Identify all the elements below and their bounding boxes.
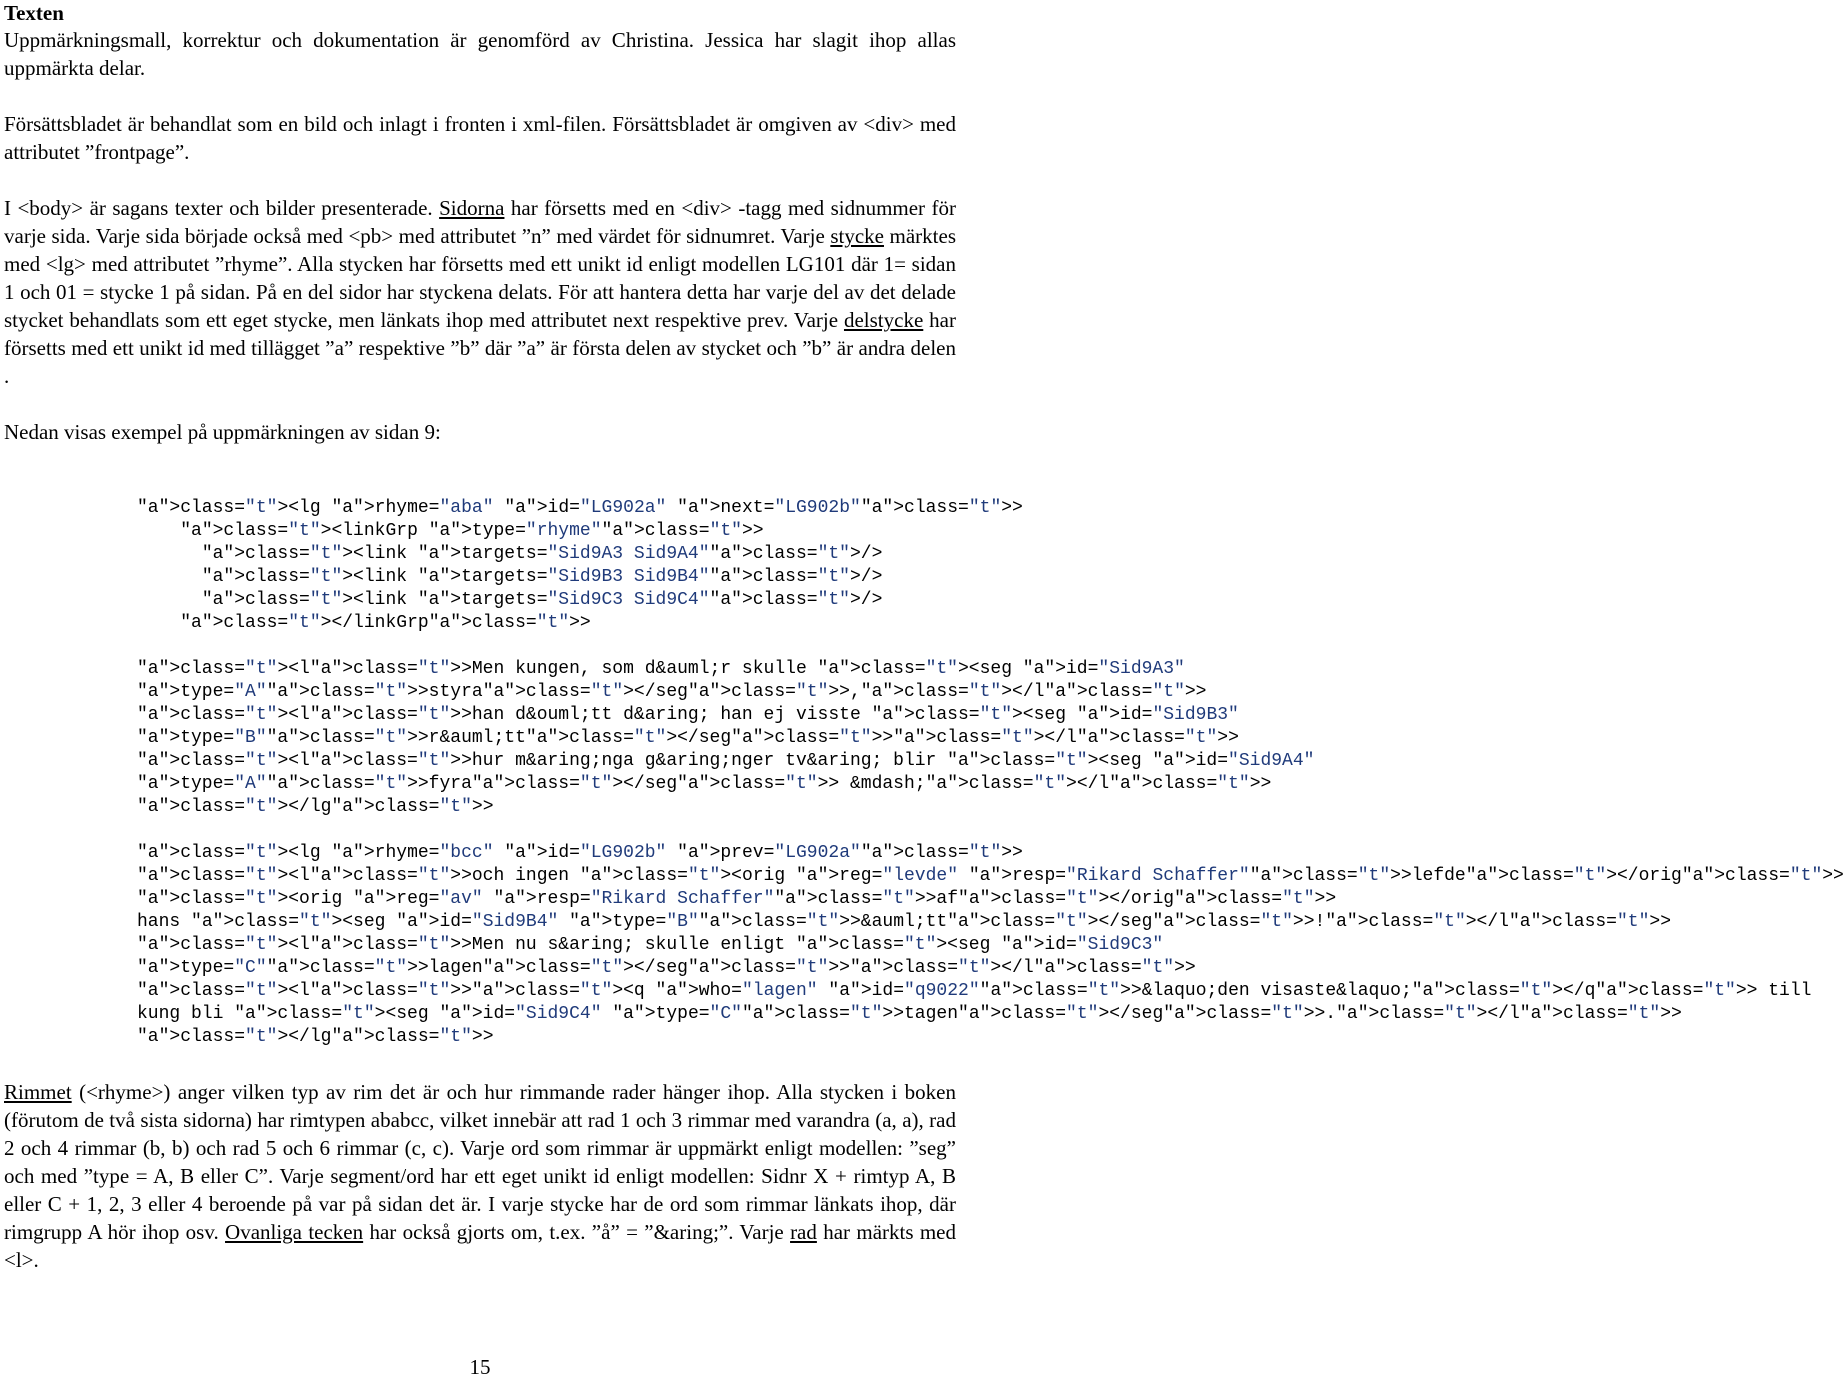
code-line: hans "a">class="t"><seg "a">id="Sid9B4" "a">type="B""a">class="t">>&auml;tt"a">class="t"></seg"a">class="t">>!"a">class="t"></l"a">class="t">>	[137, 912, 1672, 932]
code-line: "a">class="t"><l"a">class="t">>Men kungen, som d&auml;r skulle "a">class="t"><seg "a">id="Sid9A3"	[137, 659, 1185, 679]
text: I <body> är sagans texter och bilder presenterade.	[4, 196, 440, 220]
code-line: "a">type="A""a">class="t">>styra"a">class="t"></seg"a">class="t">>,"a">class="t"></l"a">class="t">>	[137, 682, 1207, 702]
code-example	[137, 497, 1844, 1049]
code-line	[137, 819, 1844, 842]
page-number: 15	[469, 1355, 491, 1379]
underlined-term: stycke	[830, 224, 884, 248]
code-line: "a">class="t"></linkGrp"a">class="t">>	[180, 613, 591, 633]
section-heading: Texten	[4, 1, 64, 25]
document-page-lower	[4, 1078, 956, 1274]
underlined-term: delstycke	[843, 308, 924, 332]
code-line: "a">class="t"><linkGrp "a">type="rhyme""a">class="t">>	[180, 521, 764, 541]
code-line: "a">class="t"><l"a">class="t">>Men nu s&aring; skulle enligt "a">class="t"><seg "a">id="Sid9C3"	[137, 935, 1164, 955]
code-line: "a">class="t"><lg "a">rhyme="aba" "a">id="LG902a" "a">next="LG902b""a">class="t">>	[137, 498, 1023, 518]
code-line: "a">class="t"><link "a">targets="Sid9B3 Sid9B4""a">class="t">/>	[201, 567, 883, 587]
text: har också gjorts om, t.ex. ”å” = ”&aring;”. Varje	[363, 1220, 791, 1244]
underlined-term: rad	[790, 1220, 817, 1244]
paragraph-example-intro: Nedan visas exempel på uppmärkningen av sidan 9:	[4, 420, 441, 444]
paragraph-credits: Uppmärkningsmall, korrektur och dokumentation är genomförd av Christina. Jessica har slagit ihop allas uppmärkta delar.	[4, 28, 956, 80]
code-line: "a">type="C""a">class="t">>lagen"a">class="t"></seg"a">class="t">>"a">class="t"></l"a">class="t">>	[137, 958, 1196, 978]
text: har försetts med ett unikt id med tillägget ”a” respektive ”b” där ”a” är första delen av stycket och ”b” är andra delen .	[4, 308, 956, 388]
code-line: "a">class="t"></lg"a">class="t">>	[137, 797, 494, 817]
code-line: "a">type="A""a">class="t">>fyra"a">class="t"></seg"a">class="t">> &mdash;"a">class="t"></l"a">class="t">>	[137, 774, 1272, 794]
underlined-term: Ovanliga tecken	[225, 1220, 364, 1244]
code-line: "a">class="t"><l"a">class="t">>"a">class="t"><q "a">who="lagen" "a">id="q9022""a">class="t">>&laquo;den visaste&laquo;"a">class="t"></q"a">class="t">> till	[137, 981, 1812, 1001]
text: har försetts med en <div> -tagg med sidnummer för varje sida. Varje sida började också med <pb> med attributet ”n” med värdet för sidnumret. Varje	[4, 196, 957, 248]
code-line: "a">class="t"><l"a">class="t">>han d&ouml;tt d&aring; han ej visste "a">class="t"><seg "a">id="Sid9B3"	[137, 705, 1239, 725]
code-line: "a">class="t"><orig "a">reg="av" "a">resp="Rikard Schaffer""a">class="t">>af"a">class="t"></orig"a">class="t">>	[137, 889, 1337, 909]
paragraph-body-markup	[4, 194, 956, 390]
paragraph-rhyme	[4, 1078, 956, 1274]
document-page	[4, 0, 956, 446]
code-line: "a">class="t"><link "a">targets="Sid9A3 Sid9A4""a">class="t">/>	[201, 544, 883, 564]
code-line: "a">type="B""a">class="t">>r&auml;tt"a">class="t"></seg"a">class="t">>"a">class="t"></l"a">class="t">>	[137, 728, 1239, 748]
underlined-term: Rimmet	[4, 1080, 72, 1104]
code-line: "a">class="t"></lg"a">class="t">>	[137, 1027, 494, 1047]
code-line	[137, 635, 1844, 658]
underlined-term: Sidorna	[439, 196, 505, 220]
code-line: "a">class="t"><l"a">class="t">>hur m&aring;nga g&aring;nger tv&aring; blir "a">class="t"><seg "a">id="Sid9A4"	[137, 751, 1315, 771]
code-line: "a">class="t"><l"a">class="t">>och ingen "a">class="t"><orig "a">reg="levde" "a">resp="Rikard Schaffer""a">class="t">>lefde"a">class="t"></orig"a">class="t">>	[137, 866, 1844, 886]
text: (<rhyme>) anger vilken typ av rim det är och hur rimmande rader hänger ihop. Alla stycken i boken (förutom de två sista sidorna) har rimtypen ababcc, vilket innebär att rad 1 och 3 rimmar med varandra (a, a), rad 2 och 4 rimmar (b, b) och rad 5 och 6 rimmar (c, c). Varje ord som rimmar är uppmärkt enligt modellen: ”seg” och med ”type = A, B eller C”. Varje segment/ord har ett eget unikt id enligt modellen: Sidnr X + rimtyp A, B eller C + 1, 2, 3 eller 4 beroende på var på sidan det är. I varje stycke har de ord som rimmar länkats ihop, där rimgrupp A hör ihop osv.	[4, 1080, 956, 1244]
text: märktes med <lg> med attributet ”rhyme”. Alla stycken har försetts med ett unikt id enligt modellen LG101 där 1= sidan 1 och 01 = stycke 1 på sidan. På en del sidor har styckena delats. För att hantera detta har varje del av det delade stycket behandlats som ett eget stycke, men länkats ihop med attributet next respektive prev. Varje	[4, 224, 956, 332]
code-line: "a">class="t"><link "a">targets="Sid9C3 Sid9C4""a">class="t">/>	[201, 590, 883, 610]
code-line: "a">class="t"><lg "a">rhyme="bcc" "a">id="LG902b" "a">prev="LG902a""a">class="t">>	[137, 843, 1023, 863]
text: har märkts med <l>.	[4, 1220, 956, 1272]
code-line: kung bli "a">class="t"><seg "a">id="Sid9C4" "a">type="C""a">class="t">>tagen"a">class="t"></seg"a">class="t">>."a">class="t"></l"a">class="t">>	[137, 1004, 1682, 1024]
paragraph-frontpage: Försättsbladet är behandlat som en bild och inlagt i fronten i xml-filen. Försättsbladet är omgiven av <div> med attributet ”frontpage”.	[4, 112, 956, 164]
